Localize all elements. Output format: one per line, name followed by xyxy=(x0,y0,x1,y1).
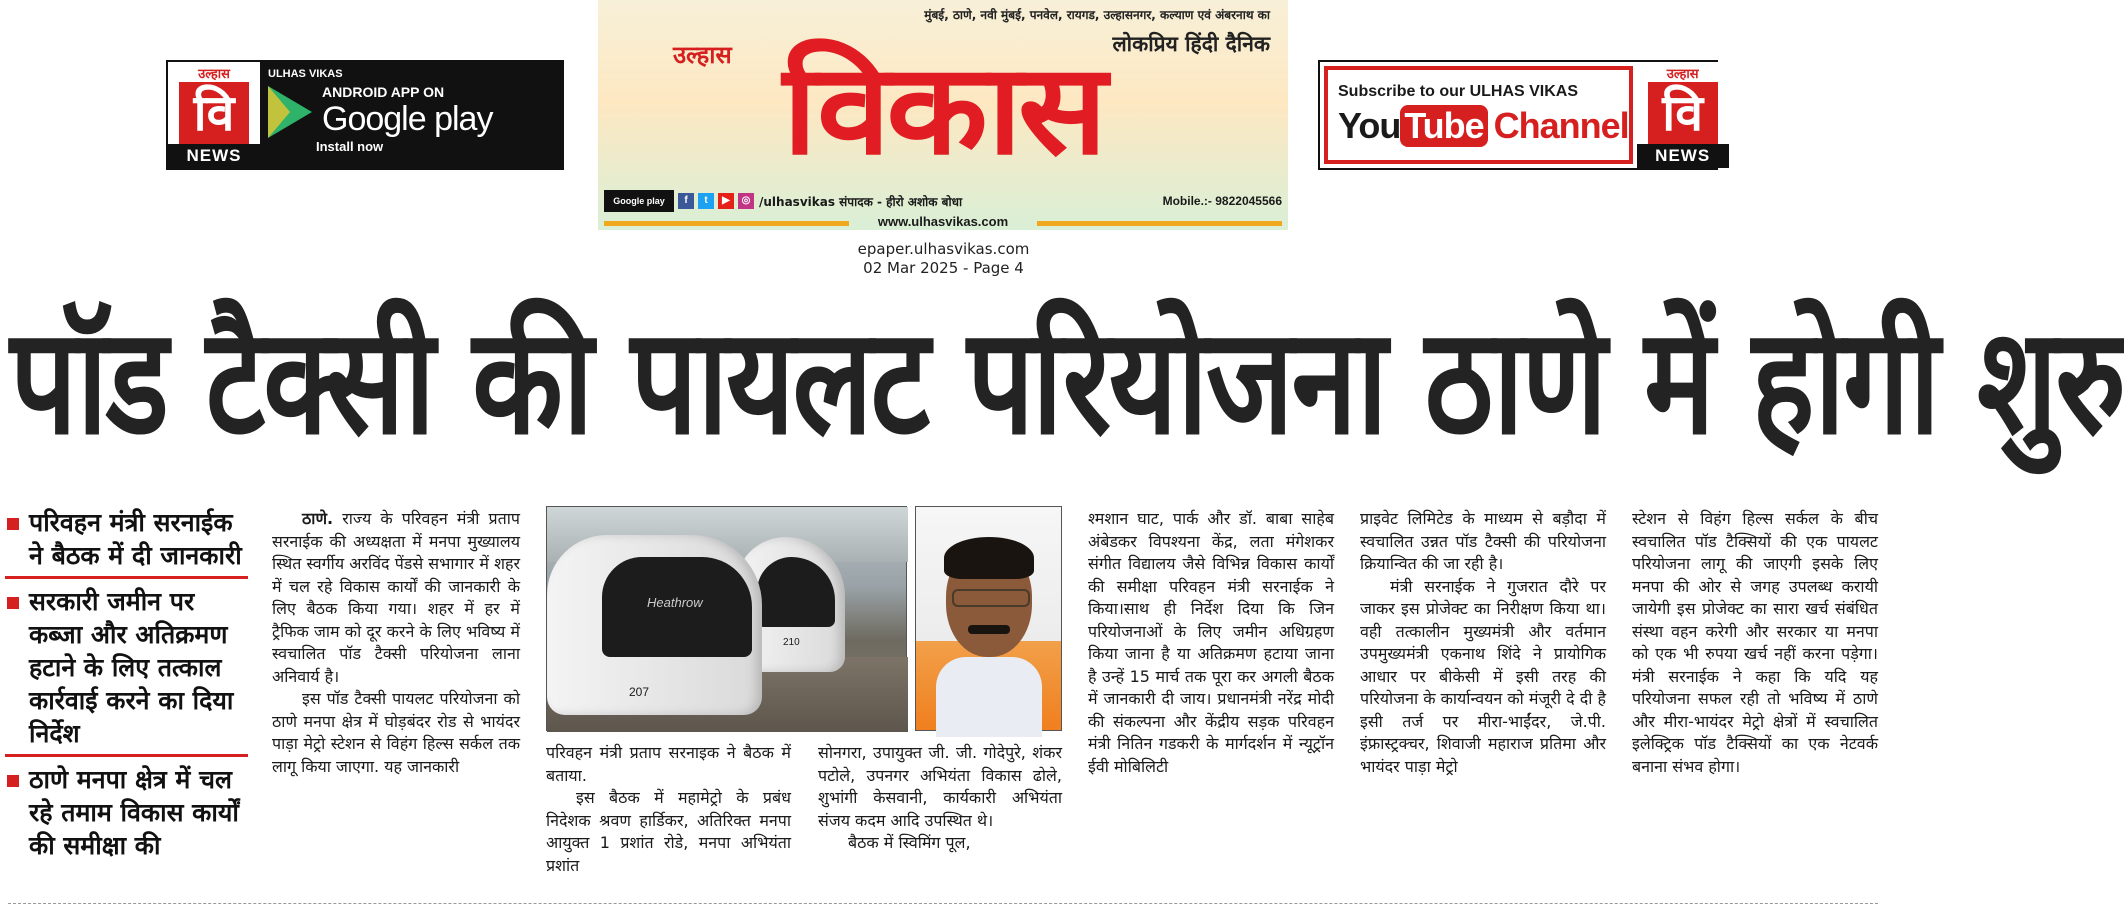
article-column-6 xyxy=(1632,508,1878,902)
minister-portrait xyxy=(915,506,1062,731)
google-play-label: Google play xyxy=(322,100,493,138)
youtube-you-text: You xyxy=(1338,105,1401,146)
paragraph: स्टेशन से विहंग हिल्स सर्कल के बीच स्वचालित पॉड टैक्सियों की एक पायलट परियोजना लागू की जाएगी इसके लिए मनपा की ओर से जगह उपलब्ध करायी जायेगी इस प्रोजेक्ट का सारा खर्च संबंधित संस्था वहन करेगी और सरकार या मनपा को एक भी रुपया खर्च नहीं करना पड़ेगा।मंत्री सरनाईक ने कहा कि यदि यह परियोजना सफल रही तो भविष्य में ठाणे और मीरा-भायंदर मेट्रो क्षेत्रों में स्वचालित इलेक्ट्रिक पॉड टैक्सियों का एक नेटवर्क बनाना संभव होगा। xyxy=(1632,509,1878,776)
youtube-channel-text: Channel xyxy=(1493,105,1629,146)
social-handle-editor: /ulhasvikas संपादक - हीरो अशोक बोधा xyxy=(759,194,963,209)
ulhas-vikas-news-logo-right xyxy=(1637,62,1729,168)
article-headline: पॉड टैक्सी की पायलट परियोजना ठाणे में होगी शुरु xyxy=(10,294,2124,468)
masthead-info-strip xyxy=(598,186,1288,216)
logo-small-text: उल्हास xyxy=(1666,67,1699,82)
paragraph: बैठक में स्विमिंग पूल, xyxy=(848,833,971,852)
paragraph: प्राइवेट लिमिटेड के माध्यम से बड़ौदा में स्वचालित उन्नत पॉड टैक्सी की परियोजना क्रियान्वित की जा रही है। xyxy=(1360,509,1606,573)
page-cut-line xyxy=(8,903,1878,904)
youtube-icon[interactable]: ▶ xyxy=(718,193,734,209)
highlight-bullet xyxy=(5,585,248,757)
subscribe-label: Subscribe to our ULHAS VIKAS xyxy=(1338,83,1579,100)
masthead-tagline: लोकप्रिय हिंदी दैनिक xyxy=(1112,32,1270,56)
website-url[interactable]: www.ulhasvikas.com xyxy=(598,214,1288,229)
logo-news-text: NEWS xyxy=(168,144,260,168)
bullet-square-icon xyxy=(7,775,19,787)
youtube-channel-ad[interactable] xyxy=(1318,60,1718,170)
pod-taxi-photo xyxy=(546,506,907,731)
newspaper-title: विकास xyxy=(782,36,1104,184)
install-now-label: Install now xyxy=(316,139,384,154)
newspaper-title-prefix: उल्हास xyxy=(673,41,732,69)
article-column-3 xyxy=(818,742,1062,902)
article-column-5 xyxy=(1360,508,1606,902)
logo-letter: वि xyxy=(179,82,249,144)
mini-google-play-badge[interactable]: Google play xyxy=(604,190,674,212)
logo-letter: वि xyxy=(1648,82,1718,144)
android-app-label: ANDROID APP ON xyxy=(322,84,445,100)
article-column-1 xyxy=(272,508,520,898)
google-play-ad[interactable] xyxy=(166,60,564,170)
paragraph: इस पॉड टैक्सी पायलट परियोजना को ठाणे मनपा क्षेत्र में घोड़बंदर रोड से भायंदर पाड़ा मेट्रो स्टेशन से विहंग हिल्स सर्कल तक लागू किया जाएगा. यह जानकारी xyxy=(272,689,520,776)
article-column-2 xyxy=(546,742,791,902)
pod-number: 210 xyxy=(783,637,800,648)
paragraph: परिवहन मंत्री प्रताप सरनाइक ने बैठक में बताया. xyxy=(546,743,791,785)
bullet-text: ठाणे मनपा क्षेत्र में चल रहे तमाम विकास कार्यों की समीक्षा की xyxy=(29,765,239,860)
youtube-tube-text: Tube xyxy=(1400,105,1487,147)
twitter-icon[interactable]: t xyxy=(698,193,714,209)
paragraph: मंत्री सरनाईक ने गुजरात दौरे पर जाकर इस प्रोजेक्ट का निरीक्षण किया था।वही तत्कालीन मुख्यमंत्री और वर्तमान उपमुख्यमंत्री एकनाथ शिंदे ने प्रायोगिक आधार पर बीकेसी में इसी तरह की परियोजना के कार्यान्वयन को मंजूरी दे दी है इसी तर्ज पर मीरा-भाईंदर, जे.पी. इंफ्रास्ट्रक्चर, शिवाजी महाराज प्रतिमा और भायंदर पाड़ा मेट्रो xyxy=(1360,576,1606,776)
bullet-square-icon xyxy=(7,518,19,530)
paragraph: राज्य के परिवहन मंत्री प्रताप सरनाईक की अध्यक्षता में मनपा मुख्यालय स्थित स्वर्गीय अरविंद पेंडसे सभागार में शहर में चल रहे विकास कार्यों की जानकारी के लिए बैठक किया गया। शहर में हर में ट्रैफिक जाम को दूर करने के लिए भविष्य में स्वचालित पॉड टैक्सी परियोजना लाना अनिवार्य है। xyxy=(272,509,520,686)
bullet-text: सरकारी जमीन पर कब्जा और अतिक्रमण हटाने के लिए तत्काल कार्रवाई करने का दिया निर्देश xyxy=(29,587,234,748)
paragraph: श्मशान घाट, पार्क और डॉ. बाबा साहेब अंबेडकर विपश्यना केंद्र, लता मंगेशकर संगीत विद्यालय जैसे विभिन्न विकास कार्यों की समीक्षा परिवहन मंत्री सरनाईक ने किया।साथ ही निर्देश दिया कि जिन परियोजनाओं के लिए जमीन अधिग्रहण किया जाना है या अतिक्रमण हटाया जाना है उन्हें 15 मार्च तक पूरा कर अगली बैठक में जानकारी दी जाय। प्रधानमंत्री नरेंद्र मोदी की संकल्पना और केंद्रीय सड़क परिवहन मंत्री नितिन गडकरी के मार्गदर्शन में न्यूट्रॉन ईवी मोबिलिटी xyxy=(1088,509,1334,776)
logo-news-text: NEWS xyxy=(1637,144,1729,168)
play-store-icon xyxy=(268,86,312,138)
highlight-bullets xyxy=(5,506,248,872)
pod-vehicle xyxy=(547,535,762,715)
dateline: ठाणे. xyxy=(302,509,334,528)
bullet-square-icon xyxy=(7,597,19,609)
pod-brand: Heathrow xyxy=(647,595,703,610)
epaper-site[interactable]: epaper.ulhasvikas.com xyxy=(857,240,1030,258)
article-column-4 xyxy=(1088,508,1334,902)
logo-small-text: उल्हास xyxy=(198,67,230,82)
masthead-cities: मुंबई, ठाणे, नवी मुंबई, पनवेल, रायगड, उल्हासनगर, कल्याण एवं अंबरनाथ का xyxy=(924,8,1270,22)
bullet-text: परिवहन मंत्री सरनाईक ने बैठक में दी जानकारी xyxy=(29,508,242,570)
instagram-icon[interactable]: ◎ xyxy=(738,193,754,209)
pod-number: 207 xyxy=(629,685,650,699)
highlight-bullet xyxy=(5,763,248,866)
mobile-number: Mobile.:- 9822045566 xyxy=(1162,194,1282,208)
app-brand: ULHAS VIKAS xyxy=(268,68,343,80)
paragraph: इस बैठक में महामेट्रो के प्रबंध निदेशक श्रवण हार्डिकर, अतिरिक्त मनपा आयुक्त 1 प्रशांत रोडे, मनपा अभियंता प्रशांत xyxy=(546,788,791,875)
ulhas-vikas-news-logo xyxy=(168,62,260,168)
masthead xyxy=(598,0,1288,230)
highlight-bullet xyxy=(5,506,248,579)
paragraph: सोनगरा, उपायुक्त जी. जी. गोदेपुरे, शंकर पटोले, उपनगर अभियंता विकास ढोले, शुभांगी केसवानी, कार्यकारी अभियंता संजय कदम आदि उपस्थित थे। xyxy=(818,743,1062,830)
epaper-date-page: 02 Mar 2025 - Page 4 xyxy=(863,259,1024,277)
facebook-icon[interactable]: f xyxy=(678,193,694,209)
